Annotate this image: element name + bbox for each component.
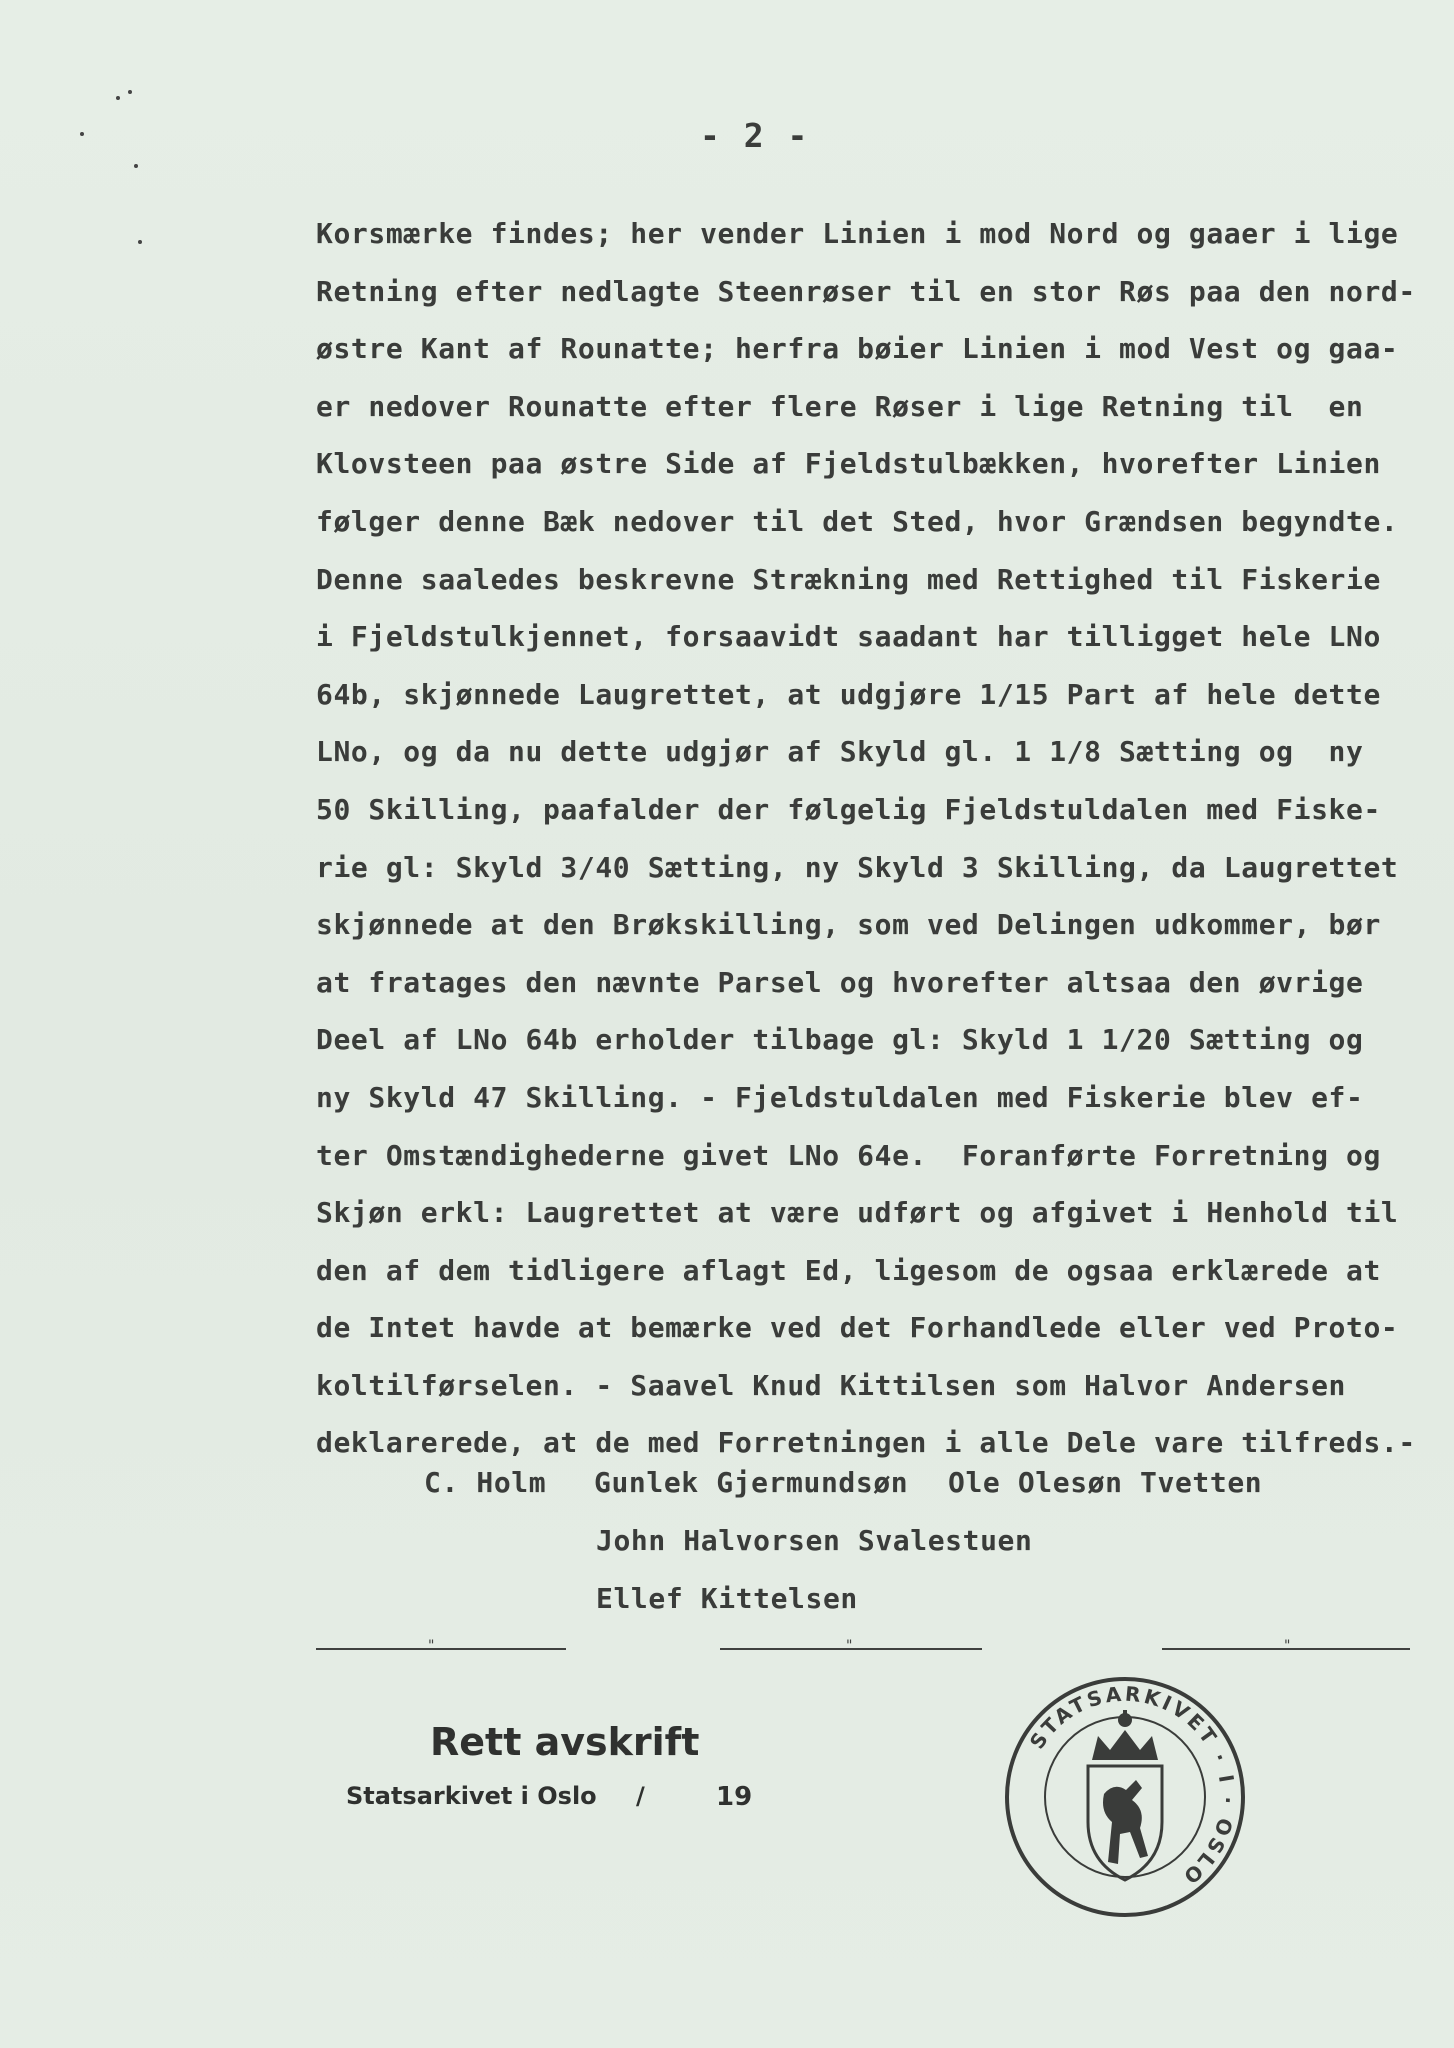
text-line: i Fjeldstulkjennet, forsaavidt saadant har tilligget hele LNo bbox=[316, 620, 1381, 654]
signature-c-holm: C. Holm bbox=[424, 1466, 547, 1499]
rule-mark: " bbox=[1284, 1638, 1291, 1654]
certification-title: Rett avskrift bbox=[430, 1720, 700, 1764]
text-line: deklarerede, at de med Forretningen i alle Dele vare tilfreds.- bbox=[316, 1426, 1416, 1460]
certification-year: 19 bbox=[716, 1782, 753, 1812]
text-line: den af dem tidligere aflagt Ed, ligesom de ogsaa erklærede at bbox=[316, 1253, 1381, 1287]
signature-rule-middle bbox=[720, 1638, 982, 1654]
signature-rule-left bbox=[316, 1638, 566, 1654]
text-line: Korsmærke findes; her vender Linien i mod Nord og gaaer i lige bbox=[316, 217, 1399, 250]
rule-mark: " bbox=[846, 1638, 853, 1654]
seal-text: STATSARKIVET · I · OSLO bbox=[1024, 1681, 1241, 1891]
rule-mark: " bbox=[428, 1638, 435, 1654]
text-line: østre Kant af Rounatte; herfra bøier Linien i mod Vest og gaa- bbox=[316, 332, 1399, 366]
text-line: følger denne Bæk nedover til det Sted, hvor Grændsen begyndte. bbox=[316, 504, 1399, 538]
signature-ellef: Ellef Kittelsen bbox=[596, 1582, 858, 1615]
signature-gunlek: Gunlek Gjermundsøn bbox=[594, 1466, 909, 1499]
text-line: koltilførselen. - Saavel Knud Kittilsen som Halvor Andersen bbox=[316, 1368, 1346, 1402]
signature-rule-right bbox=[1162, 1638, 1410, 1654]
text-line: ny Skyld 47 Skilling. - Fjeldstuldalen med Fiskerie blev ef- bbox=[316, 1080, 1364, 1114]
text-line: LNo, og da nu dette udgjør af Skyld gl. 1 1/8 Sætting og ny bbox=[316, 735, 1364, 769]
text-line: ter Omstændighederne givet LNo 64e. Foranførte Forretning og bbox=[316, 1138, 1381, 1172]
page-number: - 2 - bbox=[700, 116, 810, 155]
text-line: Skjøn erkl: Laugrettet at være udført og afgivet i Henhold til bbox=[316, 1196, 1399, 1230]
lion-icon bbox=[1103, 1780, 1148, 1864]
certification-slash: / bbox=[636, 1782, 645, 1810]
text-line: Retning efter nedlagte Steenrøser til en stor Røs paa den nord- bbox=[316, 274, 1416, 308]
body-text bbox=[316, 205, 1416, 1472]
text-line: Deel af LNo 64b erholder tilbage gl: Skyld 1 1/20 Sætting og bbox=[316, 1023, 1364, 1057]
text-line: er nedover Rounatte efter flere Røser i lige Retning til en bbox=[316, 389, 1364, 423]
text-line: de Intet havde at bemærke ved det Forhandlede eller ved Proto- bbox=[316, 1311, 1399, 1345]
text-line: Klovsteen paa østre Side af Fjeldstulbækken, hvorefter Linien bbox=[316, 447, 1381, 481]
text-line: 50 Skilling, paafalder der følgelig Fjeldstuldalen med Fiske- bbox=[316, 792, 1381, 826]
signature-ole: Ole Olesøn Tvetten bbox=[948, 1466, 1263, 1499]
archive-seal-stamp bbox=[1000, 1672, 1250, 1922]
text-line: skjønnede at den Brøkskilling, som ved Delingen udkommer, bør bbox=[316, 908, 1381, 942]
text-line: rie gl: Skyld 3/40 Sætting, ny Skyld 3 Skilling, da Laugrettet bbox=[316, 850, 1399, 884]
text-line: Denne saaledes beskrevne Strækning med Rettighed til Fiskerie bbox=[316, 562, 1381, 596]
text-line: 64b, skjønnede Laugrettet, at udgjøre 1/15 Part af hele dette bbox=[316, 677, 1381, 711]
text-line: at fratages den nævnte Parsel og hvorefter altsaa den øvrige bbox=[316, 965, 1364, 999]
certification-archive: Statsarkivet i Oslo bbox=[346, 1782, 597, 1810]
signature-john: John Halvorsen Svalestuen bbox=[596, 1524, 1033, 1557]
crown-icon bbox=[1092, 1710, 1158, 1760]
